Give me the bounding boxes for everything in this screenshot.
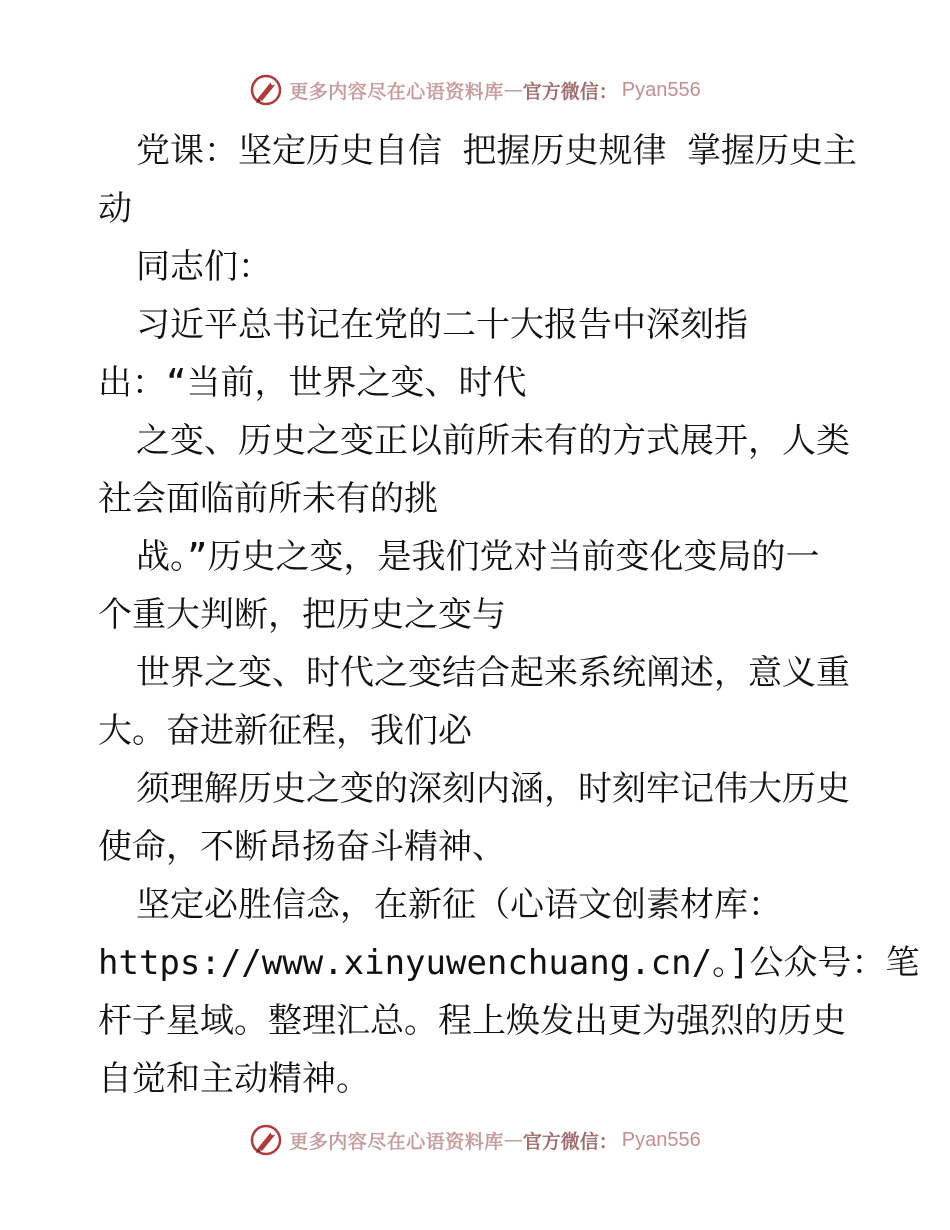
- banner-wechat-id: Pyan556: [621, 78, 701, 101]
- footer-site-text: 更多内容尽在心语资料库: [289, 1130, 504, 1153]
- text-line: 自觉和主动精神。: [98, 1059, 370, 1099]
- text-line: 杆子星域。整理汇总。程上焕发出更为强烈的历史: [98, 1001, 846, 1041]
- banner-site-text: 更多内容尽在心语资料库: [289, 80, 504, 103]
- text-line: 出：“当前，世界之变、时代: [98, 363, 527, 403]
- footer-wechat-label: 官方微信：: [522, 1130, 618, 1153]
- text-line: 动: [98, 189, 132, 229]
- text-line: https://www.xinyuwenchuang.cn/。]公众号：笔: [98, 943, 920, 983]
- footer-wechat-id: Pyan556: [621, 1128, 701, 1151]
- footer-banner: [0, 1120, 950, 1160]
- text-line: 同志们：: [136, 247, 272, 287]
- text-line: 社会面临前所未有的挑: [98, 479, 438, 519]
- text-line: 坚定必胜信念，在新征（心语文创素材库：: [136, 885, 782, 925]
- text-line: 须理解历史之变的深刻内涵，时刻牢记伟大历史: [136, 769, 850, 809]
- banner-dash: —: [503, 79, 523, 101]
- text-line: 世界之变、时代之变结合起来系统阐述，意义重: [136, 653, 850, 693]
- text-line: 大。奋进新征程，我们必: [98, 711, 472, 751]
- pen-logo-icon: [249, 1123, 283, 1157]
- header-banner: [0, 70, 950, 110]
- footer-dash: —: [503, 1129, 523, 1151]
- document-body: [98, 122, 920, 1108]
- text-line: 战。”历史之变，是我们党对当前变化变局的一: [136, 537, 820, 577]
- text-line: 个重大判断，把历史之变与: [98, 595, 506, 635]
- text-line: 党课：坚定历史自信 把握历史规律 掌握历史主: [136, 131, 857, 171]
- pen-logo-icon: [249, 73, 283, 107]
- text-line: 使命，不断昂扬奋斗精神、: [98, 827, 506, 867]
- text-line: 之变、历史之变正以前所未有的方式展开，人类: [136, 421, 850, 461]
- text-line: 习近平总书记在党的二十大报告中深刻指: [136, 305, 748, 345]
- banner-wechat-label: 官方微信：: [522, 80, 618, 103]
